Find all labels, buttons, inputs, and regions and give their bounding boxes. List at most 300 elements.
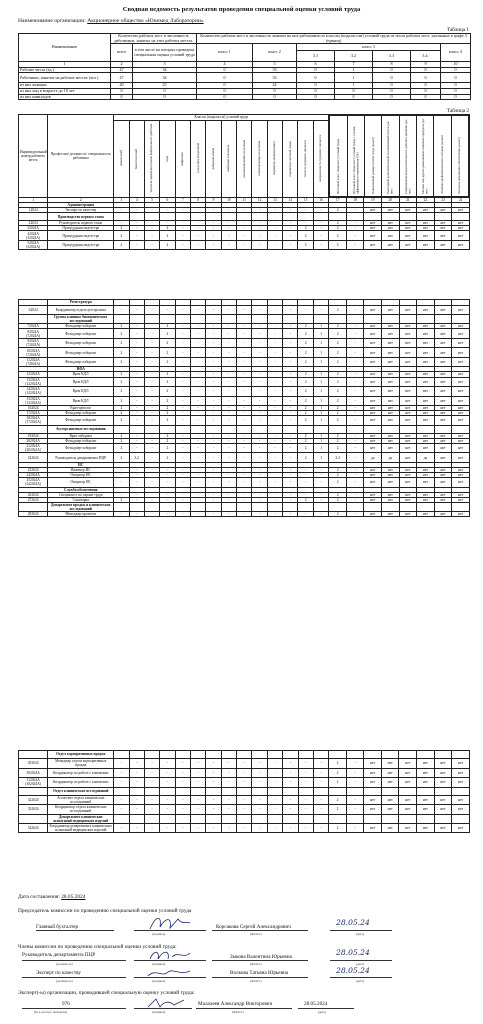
factor-class-cell: - [144,433,159,438]
factor-class-cell: - [206,795,221,805]
section-empty-cell [298,787,313,795]
factor-class-cell: - [175,411,190,416]
factor-class-cell: - [144,324,159,329]
section-empty-cell [283,814,298,823]
factor-class-cell: 2 [114,416,129,426]
profession-name: Оператор ИС [48,473,114,478]
factor-class-cell: - [190,387,205,397]
factor-class-cell: - [144,411,159,416]
guarantee-cell: нет [452,443,470,453]
member2-name-line [212,977,308,978]
guarantee-cell: нет [364,478,382,488]
guarantee-cell: нет [364,231,382,241]
guarantee-cell: нет [417,324,435,329]
section-empty-cell [144,425,159,433]
factor-class-cell: - [267,411,282,416]
factor-class-cell: 2 [114,348,129,358]
section-empty-cell [313,814,328,823]
section-empty-cell [160,502,175,511]
section-empty-cell [129,787,144,795]
factor-class-cell: - [221,372,236,377]
section-empty-cell [298,814,313,823]
factor-class-cell: - [252,387,267,397]
guarantee-cell: нет [452,396,470,406]
factor-class-cell: - [313,305,329,315]
workplace-id: 282024 [19,512,48,517]
section-empty-cell [329,425,347,433]
profession-name: Фельдшер-лаборант [48,357,114,367]
t1-cell: 0 [133,88,197,94]
chair-cap-sig: (подпись) [152,932,166,936]
t2-col-number: 24 [452,198,470,203]
factor-class-cell: - [267,357,282,367]
factor-class-cell: - [175,387,190,397]
factor-class-cell: - [129,478,144,488]
factor-class-cell: - [144,305,159,315]
guarantee-cell: нет [434,372,452,377]
guarantee-cell: нет [452,387,470,397]
factor-class-cell: 1 [313,377,329,387]
section-empty-cell [283,315,298,324]
factor-class-cell: - [190,438,205,443]
factor-class-cell: - [252,468,267,473]
section-empty-cell [434,787,452,795]
factor-class-cell: - [298,805,313,815]
factor-class-cell: - [237,443,252,453]
factor-class-cell: - [206,377,221,387]
factor-class-cell: 1 [313,406,329,411]
section-title: ИФА [48,367,114,372]
factor-class-cell: 2 [298,329,313,339]
t2-col-number: 14 [283,198,298,203]
factor-class-cell: - [313,492,329,497]
guarantee-cell: нет [382,240,400,250]
guarantee-cell: нет [417,823,435,833]
table2-continued [18,750,470,833]
chair-name: Корсакова Сергей Александрович [216,924,291,930]
section-empty-cell [329,751,347,759]
factor-class-cell: 2 [298,231,313,241]
factor-class-cell: - [283,396,298,406]
section-empty-cell [452,315,470,324]
factor-class-cell: - [206,805,221,815]
t1-head-name: Наименование [19,34,111,62]
factor-class-cell: 2 [114,377,129,387]
table-row [19,305,470,315]
section-title: Департамент клинических испытаний медицинских изделий [48,814,114,823]
factor-class-cell: - [206,416,221,426]
factor-class-cell: 2 [298,396,313,406]
guarantee-cell: нет [452,778,470,788]
guarantee-cell: нет [382,406,400,411]
factor-class-cell: - [144,221,159,226]
factor-class-cell: - [283,208,298,213]
profession-name: Руководитель первого этапа [48,221,114,226]
factor-class-cell: - [267,387,282,397]
table-row [19,240,470,250]
guarantee-cell: нет [434,338,452,348]
factor-class-cell: - [190,433,205,438]
t2-factor-header-text: биологический [134,148,139,169]
factor-class-cell: - [267,438,282,443]
factor-class-cell: - [144,478,159,488]
section-empty-cell [283,425,298,433]
factor-class-cell: - [114,795,129,805]
guarantee-cell: нет [417,305,435,315]
factor-class-cell: 2 [160,348,175,358]
t1-cell: 0 [441,83,471,89]
guarantee-cell: нет [364,416,382,426]
factor-class-cell: - [313,231,329,241]
workplace-id: 302024А [19,768,48,778]
section-empty-cell [206,315,221,324]
guarantee-cell: нет [417,492,435,497]
factor-class-cell: - [283,377,298,387]
t1-cell: 0 [197,73,253,83]
section-empty-cell [434,502,452,511]
final-class-cell: 2 [329,433,347,438]
section-empty-cell [364,425,382,433]
final-class-cell: - [346,443,364,453]
factor-class-cell: - [221,324,236,329]
guarantee-cell: нет [452,226,470,231]
section-empty-cell [399,814,417,823]
t1-cell: 0 [297,88,335,94]
member2-cap-pos: (должность) [56,979,73,983]
guarantee-cell: нет [434,396,452,406]
t2-factor-header [129,121,144,198]
guarantee-cell: нет [417,468,435,473]
guarantee-cell: нет [452,329,470,339]
factor-class-cell: 2 [160,226,175,231]
guarantee-cell: нет [364,473,382,478]
guarantee-cell: нет [452,759,470,769]
factor-class-cell: - [206,411,221,416]
section-empty-cell [381,814,399,823]
table-row [19,778,470,788]
factor-class-cell: - [175,468,190,473]
factor-class-cell: - [237,226,252,231]
profession-name: Врач КДЛ [48,396,114,406]
factor-class-cell: - [252,305,267,315]
chair-cap-date: (дата) [356,932,364,936]
t2-col-number: 1 [19,198,48,203]
factor-class-cell: - [144,329,159,339]
guarantee-cell: нет [399,478,417,488]
final-class-cell: 2 [329,438,347,443]
factor-class-cell: - [144,795,159,805]
factor-class-cell: - [175,492,190,497]
factor-class-cell: - [206,759,221,769]
section-empty-cell [399,787,417,795]
section-id-cell [19,787,48,795]
final-class-cell: 2 [329,778,347,788]
guarantee-cell: нет [417,406,435,411]
factor-class-cell: - [237,406,252,411]
section-row [19,213,470,221]
section-empty-cell [221,315,236,324]
guarantee-cell: нет [434,473,452,478]
factor-class-cell: - [267,348,282,358]
section-empty-cell [329,787,347,795]
guarantee-cell: нет [399,778,417,788]
guarantee-cell: нет [364,329,382,339]
section-empty-cell [313,787,328,795]
t1-cell: 0 [373,94,411,100]
final-class-cell: - [346,387,364,397]
section-empty-cell [129,502,144,511]
section-empty-cell [346,814,364,823]
section-empty-cell [313,751,328,759]
guarantee-cell: нет [364,497,382,502]
guarantee-cell: нет [382,478,400,488]
factor-class-cell: - [175,512,190,517]
final-class-cell: - [346,324,364,329]
factor-class-cell: - [144,823,159,833]
factor-class-cell: - [206,338,221,348]
t1-cell: 0 [373,73,411,83]
section-empty-cell [452,213,470,221]
factor-class-cell: - [190,348,205,358]
section-empty-cell [434,213,452,221]
t1-head-c3: класс 3 [297,44,441,51]
profession-name: Координатор по работе с клиентами [48,768,114,778]
member2-signature [146,966,192,980]
factor-class-cell: - [190,478,205,488]
final-class-cell: - [346,473,364,478]
guarantee-cell: нет [382,473,400,478]
factor-class-cell: - [283,221,298,226]
guarantee-cell: нет [452,221,470,226]
section-empty-cell [160,425,175,433]
factor-class-cell: 2 [298,348,313,358]
table-row [19,512,470,517]
factor-class-cell: 2 [114,372,129,377]
factor-class-cell: - [129,411,144,416]
factor-class-cell: - [175,473,190,478]
factor-class-cell: - [313,478,329,488]
t2-col-number: 9 [206,198,221,203]
factor-class-cell: - [191,805,206,815]
profession-name: Процедурная медсестра [48,226,114,231]
member1-name: Зыкова Валентина Юрьевна [230,954,292,960]
factor-class-cell: - [191,768,206,778]
guarantee-cell: нет [364,411,382,416]
t2-extra-header-text: Повышенный размер оплаты труда (да,нет) [370,137,375,195]
table-row [19,329,470,339]
section-empty-cell [221,213,236,221]
section-empty-cell [221,751,236,759]
factor-class-cell: - [175,329,190,339]
factor-class-cell: - [252,357,267,367]
guarantee-cell: нет [382,387,400,397]
factor-class-cell: - [175,778,190,788]
factor-class-cell: - [160,492,175,497]
factor-class-cell: - [175,795,190,805]
final-class-cell: 2 [329,411,347,416]
t2-factor-header [237,121,252,198]
section-row [19,425,470,433]
guarantee-cell: нет [364,406,382,411]
factor-class-cell: - [160,795,175,805]
factor-class-cell: - [190,468,205,473]
section-empty-cell [399,502,417,511]
factor-class-cell: - [129,438,144,443]
member2-cap-date: (дата) [356,979,364,983]
factor-class-cell: - [221,512,236,517]
section-empty-cell [417,425,435,433]
factor-class-cell: - [237,478,252,488]
factor-class-cell: - [252,348,267,358]
guarantee-cell: нет [434,438,452,443]
factor-class-cell: - [221,438,236,443]
factor-class-cell: - [252,324,267,329]
table-row [19,805,470,815]
workplace-id: 112024А (72024А) [19,357,48,367]
section-empty-cell [381,751,399,759]
profession-name: Руководитель департамента ПЦР [48,453,114,463]
factor-class-cell: - [237,497,252,502]
section-empty-cell [346,502,364,511]
factor-class-cell: - [237,338,252,348]
factor-class-cell: - [237,823,252,833]
guarantee-cell: нет [452,377,470,387]
table-row [19,768,470,778]
t2-factor-header-text: тяжесть трудового процесса [303,139,308,178]
guarantee-cell: нет [417,411,435,416]
t1-head-34: 3.4. [411,51,441,62]
t1-cell: 0 [297,83,335,89]
factor-class-cell: - [298,208,313,213]
t2-col-number: 13 [267,198,282,203]
workplace-id: 72024А [19,324,48,329]
workplace-id: 292024 [19,759,48,769]
profession-name: Оператор ИС [48,478,114,488]
t2-extra-header-text: Итоговый класс (подкласс) условий труда с учетом эффективного применения СИЗ [351,127,359,195]
member1-cap-sig: (подпись) [152,962,166,966]
profession-name: Координатор по работе с клиентами [48,778,114,788]
t1-cell: 0 [373,83,411,89]
factor-class-cell: - [252,329,267,339]
factor-class-cell: - [190,416,205,426]
guarantee-cell: нет [364,433,382,438]
t2-extra-header-text: Льготное пенсионное обеспечение (да/нет) [457,137,462,195]
guarantee-cell: нет [382,497,400,502]
guarantee-cell: нет [452,433,470,438]
factor-class-cell: - [114,759,129,769]
guarantee-cell: нет [364,396,382,406]
section-id-cell [19,315,48,324]
final-class-cell: 2 [329,823,347,833]
guarantee-cell: нет [382,372,400,377]
factor-class-cell: 2 [298,453,313,463]
factor-class-cell: 2 [298,372,313,377]
guarantee-cell: нет [452,406,470,411]
final-class-cell: 2 [329,221,347,226]
guarantee-cell: нет [381,768,399,778]
guarantee-cell: нет [399,208,417,213]
factor-class-cell: - [144,453,159,463]
factor-class-cell: - [175,348,190,358]
factor-class-cell: - [129,759,144,769]
factor-class-cell: - [221,759,236,769]
factor-class-cell: - [206,823,221,833]
guarantee-cell: нет [364,226,382,231]
section-empty-cell [313,425,329,433]
factor-class-cell: - [144,473,159,478]
factor-class-cell: - [221,357,236,367]
factor-class-cell: 2 [298,438,313,443]
factor-class-cell: 2 [114,324,129,329]
guarantee-cell: нет [364,443,382,453]
factor-class-cell: - [237,795,252,805]
factor-class-cell: - [114,473,129,478]
t2-factor-header-text: аэрозоли преимущественно фиброгенного действия [149,124,154,193]
guarantee-cell: нет [364,208,382,213]
guarantee-cell: нет [382,468,400,473]
factor-class-cell: - [160,512,175,517]
factor-class-cell: - [144,372,159,377]
organization-label: Наименование организации: [18,18,86,24]
factor-class-cell: 2 [160,411,175,416]
guarantee-cell: нет [381,823,399,833]
factor-class-cell: - [221,377,236,387]
workplace-id: 62024 [19,305,48,315]
section-empty-cell [114,315,129,324]
factor-class-cell: - [190,372,205,377]
factor-class-cell: - [283,406,298,411]
guarantee-cell: нет [382,226,400,231]
member2-date-line [330,977,392,978]
factor-class-cell: - [283,357,298,367]
section-empty-cell [221,502,236,511]
workplace-id: 212024А (202024А) [19,443,48,453]
factor-class-cell: 2 [160,231,175,241]
factor-class-cell: - [237,468,252,473]
factor-class-cell: - [160,208,175,213]
final-class-cell: 2 [329,416,347,426]
section-empty-cell [129,315,144,324]
final-class-cell: 2 [329,240,347,250]
profession-name: Врач КДЛ [48,387,114,397]
factor-class-cell: - [175,377,190,387]
factor-class-cell: 2 [298,443,313,453]
final-class-cell: - [346,226,364,231]
factor-class-cell: - [144,512,159,517]
t2-extra-header-cell [416,116,433,197]
factor-class-cell: - [190,443,205,453]
section-empty-cell [364,315,382,324]
member1-date: 28.05.24 [336,948,370,957]
workplace-id: 222024 [19,453,48,463]
guarantee-cell: нет [399,823,417,833]
factor-class-cell: - [175,497,190,502]
factor-class-cell: - [190,453,205,463]
t2-factor-header [252,121,267,198]
chair-position: Главный бухгалтер [36,924,79,930]
factor-class-cell: - [313,512,329,517]
profession-name: Врач-цитолог [48,406,114,411]
guarantee-cell: нет [452,768,470,778]
factor-class-cell: - [144,497,159,502]
section-id-cell [19,814,48,823]
member1-date-line [330,960,392,961]
workplace-id: 132024А (122024А) [19,377,48,387]
factor-class-cell: - [160,305,175,315]
section-empty-cell [364,213,382,221]
factor-class-cell: 2 [160,453,175,463]
factor-class-cell: - [144,443,159,453]
